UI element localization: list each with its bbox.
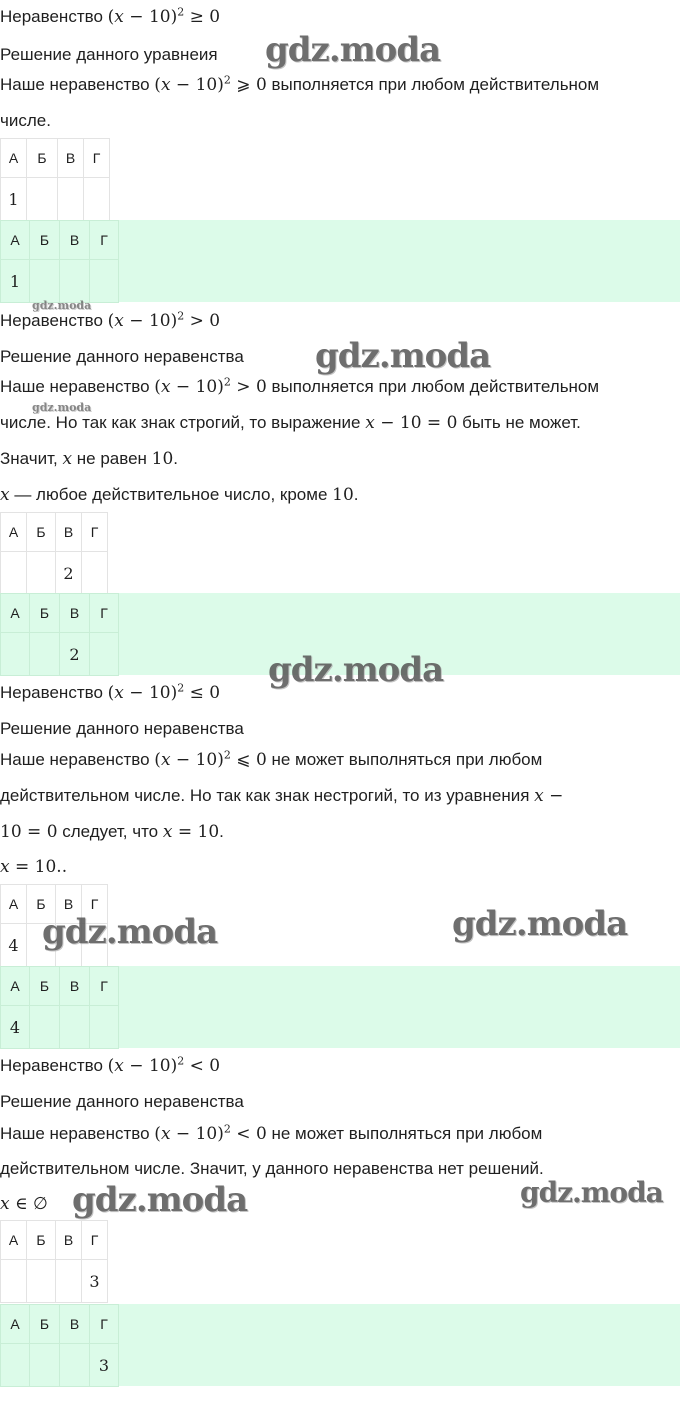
band-header-cell: Б bbox=[30, 594, 60, 633]
sec2-body3: Значит, x не равен 10. bbox=[0, 449, 179, 469]
watermark: gdz.moda bbox=[72, 1180, 248, 1220]
band-header-cell: Г bbox=[90, 1305, 119, 1344]
band-value-cell bbox=[30, 1006, 60, 1049]
sec4-answer-table bbox=[0, 1220, 108, 1303]
table-header-cell: Б bbox=[27, 139, 58, 178]
sec3-body2: действительном числе. Но так как знак нестрогий, то из уравнения x − bbox=[0, 786, 564, 806]
sec4-band-table bbox=[0, 1304, 119, 1387]
band-value-cell bbox=[90, 1006, 119, 1049]
table-value-cell bbox=[58, 178, 84, 221]
table-header-cell: Б bbox=[27, 1221, 56, 1260]
sec4-body: Наше неравенство $(x - 10)^2 < 0$ не может выполняться при любом bbox=[0, 1122, 543, 1144]
table-value-cell bbox=[84, 178, 110, 221]
table-value-cell bbox=[1, 552, 27, 595]
watermark: gdz.moda bbox=[42, 912, 218, 952]
sec3-subtitle: Решение данного неравенства bbox=[0, 719, 244, 738]
band-value-cell bbox=[90, 260, 119, 303]
sec2-band-table bbox=[0, 593, 119, 676]
table-value-cell: 3 bbox=[82, 1260, 108, 1303]
table-header-cell: Г bbox=[82, 513, 108, 552]
table-value-cell: 2 bbox=[56, 552, 82, 595]
band-value-cell bbox=[1, 633, 30, 676]
sec4-answer-line: x ∈ ∅ bbox=[0, 1194, 48, 1214]
sec4-title: Неравенство $(x - 10)^2 < 0$ bbox=[0, 1054, 221, 1076]
sec3-body: Наше неравенство $(x - 10)^2$ ⩽ 0 не может выполняться при любом bbox=[0, 748, 543, 770]
band-value-cell bbox=[60, 1006, 90, 1049]
band-header-cell: В bbox=[60, 594, 90, 633]
sec2-body2: числе. Но так как знак строгий, то выражение x − 10 = 0 быть не может. bbox=[0, 413, 581, 433]
band-value-cell bbox=[30, 633, 60, 676]
band-header-cell: А bbox=[1, 1305, 30, 1344]
band-header-cell: Г bbox=[90, 594, 119, 633]
sec4-answer-band bbox=[0, 1304, 680, 1386]
band-header-cell: А bbox=[1, 221, 30, 260]
sec1-subtitle: Решение данного уравнеия bbox=[0, 45, 218, 64]
sec4-subtitle: Решение данного неравенства bbox=[0, 1092, 244, 1111]
watermark: gdz.moda bbox=[268, 650, 444, 690]
table-value-cell bbox=[1, 1260, 27, 1303]
band-header-cell: Г bbox=[90, 221, 119, 260]
band-header-cell: А bbox=[1, 967, 30, 1006]
table-header-cell: Г bbox=[82, 1221, 108, 1260]
table-header-cell: А bbox=[1, 513, 27, 552]
band-header-cell: Г bbox=[90, 967, 119, 1006]
watermark: gdz.moda bbox=[265, 30, 441, 70]
band-header-cell: В bbox=[60, 967, 90, 1006]
watermark: gdz.moda bbox=[315, 336, 491, 376]
table-value-cell bbox=[27, 1260, 56, 1303]
band-value-cell: 1 bbox=[1, 260, 30, 303]
table-header-cell: А bbox=[1, 139, 27, 178]
table-header-cell: А bbox=[1, 885, 27, 924]
sec2-body4: x — любое действительное число, кроме 10. bbox=[0, 485, 359, 505]
band-value-cell: 3 bbox=[90, 1344, 119, 1387]
watermark: gdz.moda bbox=[452, 904, 628, 944]
sec4-body2: действительном числе. Значит, у данного неравенства нет решений. bbox=[0, 1159, 544, 1178]
sec3-title: Неравенство $(x - 10)^2 \le 0$ bbox=[0, 681, 221, 703]
band-value-cell bbox=[60, 260, 90, 303]
table-value-cell bbox=[82, 552, 108, 595]
sec3-answer-line: x = 10.. bbox=[0, 857, 68, 877]
sec3-band-table bbox=[0, 966, 119, 1049]
band-value-cell bbox=[90, 633, 119, 676]
table-header-cell: В bbox=[58, 139, 84, 178]
band-value-cell bbox=[30, 1344, 60, 1387]
sec2-subtitle: Решение данного неравенства bbox=[0, 347, 244, 366]
sec1-answer-table bbox=[0, 138, 110, 221]
band-header-cell: Б bbox=[30, 221, 60, 260]
table-value-cell: 1 bbox=[1, 178, 27, 221]
band-value-cell: 4 bbox=[1, 1006, 30, 1049]
watermark: gdz.moda bbox=[32, 401, 92, 414]
band-header-cell: Б bbox=[30, 1305, 60, 1344]
band-value-cell: 2 bbox=[60, 633, 90, 676]
sec1-band-table bbox=[0, 220, 119, 303]
table-value-cell: 4 bbox=[1, 924, 27, 967]
table-header-cell: Б bbox=[27, 513, 56, 552]
band-header-cell: В bbox=[60, 221, 90, 260]
sec3-answer-band bbox=[0, 966, 680, 1048]
table-header-cell: В bbox=[56, 1221, 82, 1260]
band-header-cell: А bbox=[1, 594, 30, 633]
sec1-title: Неравенство $(x - 10)^2 \ge 0$ bbox=[0, 5, 221, 27]
sec1-body: Наше неравенство $(x - 10)^2$ ⩾ 0 выполняется при любом действительном bbox=[0, 73, 600, 95]
table-header-cell: Г bbox=[82, 885, 108, 924]
table-value-cell bbox=[27, 178, 58, 221]
band-header-cell: Б bbox=[30, 967, 60, 1006]
sec1-body2: числе. bbox=[0, 111, 51, 130]
table-header-cell: В bbox=[56, 513, 82, 552]
table-header-cell: Б bbox=[27, 885, 56, 924]
table-header-cell: Г bbox=[84, 139, 110, 178]
watermark: gdz.moda bbox=[32, 299, 92, 312]
table-header-cell: В bbox=[56, 885, 82, 924]
sec3-body3: 10 = 0 следует, что x = 10. bbox=[0, 822, 224, 842]
band-value-cell bbox=[60, 1344, 90, 1387]
sec2-answer-table bbox=[0, 512, 108, 595]
band-header-cell: В bbox=[60, 1305, 90, 1344]
table-value-cell bbox=[56, 1260, 82, 1303]
table-header-cell: А bbox=[1, 1221, 27, 1260]
band-value-cell bbox=[1, 1344, 30, 1387]
table-value-cell bbox=[27, 552, 56, 595]
band-value-cell bbox=[30, 260, 60, 303]
sec2-title: Неравенство $(x - 10)^2 > 0$ bbox=[0, 309, 221, 331]
sec1-answer-band bbox=[0, 220, 680, 302]
watermark: gdz.moda bbox=[520, 1176, 663, 1209]
sec2-body: Наше неравенство $(x - 10)^2 > 0$ выполняется при любом действительном bbox=[0, 375, 600, 397]
